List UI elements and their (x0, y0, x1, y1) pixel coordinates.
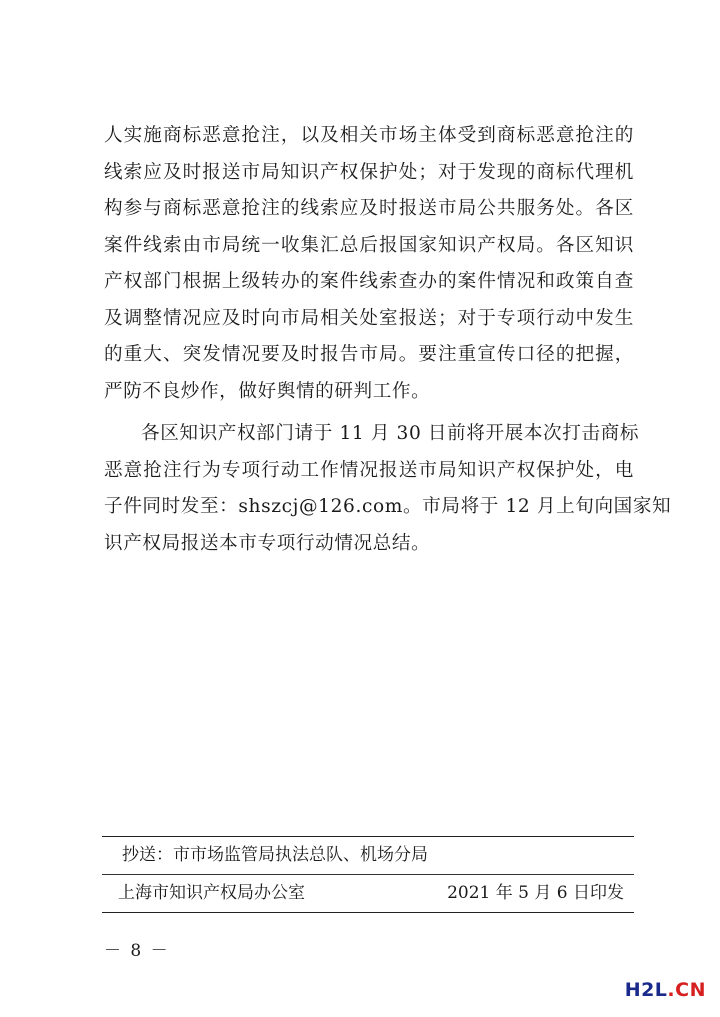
paragraph-1-line: 构参与商标恶意抢注的线索应及时报送市局公共服务处。各区 (104, 198, 634, 219)
paragraph-1-line: 及调整情况应及时向市局相关处室报送；对于专项行动中发生 (104, 307, 634, 329)
watermark-main: H2L (624, 979, 668, 1001)
footer-bottom-rule (102, 912, 634, 913)
site-watermark-logo (625, 979, 706, 1001)
page-number: － 8 － (104, 941, 170, 961)
watermark-dot: . (667, 979, 676, 1001)
paragraph-1-line: 严防不良炒作，做好舆情的研判工作。 (104, 380, 431, 402)
issuer-name: 上海市知识产权局办公室 (118, 883, 305, 903)
paragraph-1-line: 线索应及时报送市局知识产权保护处；对于发现的商标代理机 (104, 161, 634, 183)
paragraph-1-line: 的重大、突发情况要及时报告市局。要注重宣传口径的把握， (104, 344, 634, 365)
paragraph-2-line: 恶意抢注行为专项行动工作情况报送市局知识产权保护处，电 (104, 459, 634, 481)
paragraph-2-line: 子件同时发至：shszcj@126.com。市局将于 12 月上旬向国家知 (104, 496, 672, 517)
paragraph-1-line: 人实施商标恶意抢注，以及相关市场主体受到商标恶意抢注的 (104, 125, 634, 146)
paragraph-1-line: 案件线索由市局统一收集汇总后报国家知识产权局。各区知识 (104, 234, 634, 256)
paragraph-2-line: 识产权局报送本市专项行动情况总结。 (104, 532, 431, 554)
document-footer (102, 836, 634, 913)
watermark-tld: CN (675, 979, 706, 1001)
document-body (104, 118, 672, 562)
paragraph-1-line: 产权部门根据上级转办的案件线索查办的案件情况和政策自查 (104, 271, 634, 292)
cc-recipients: 抄送：市市场监管局执法总队、机场分局 (122, 845, 428, 865)
issue-date: 2021 年 5 月 6 日印发 (447, 883, 624, 903)
paragraph-2-line: 各区知识产权部门请于 11 月 30 日前将开展本次打击商标 (141, 423, 640, 444)
issuer-line (102, 875, 634, 912)
